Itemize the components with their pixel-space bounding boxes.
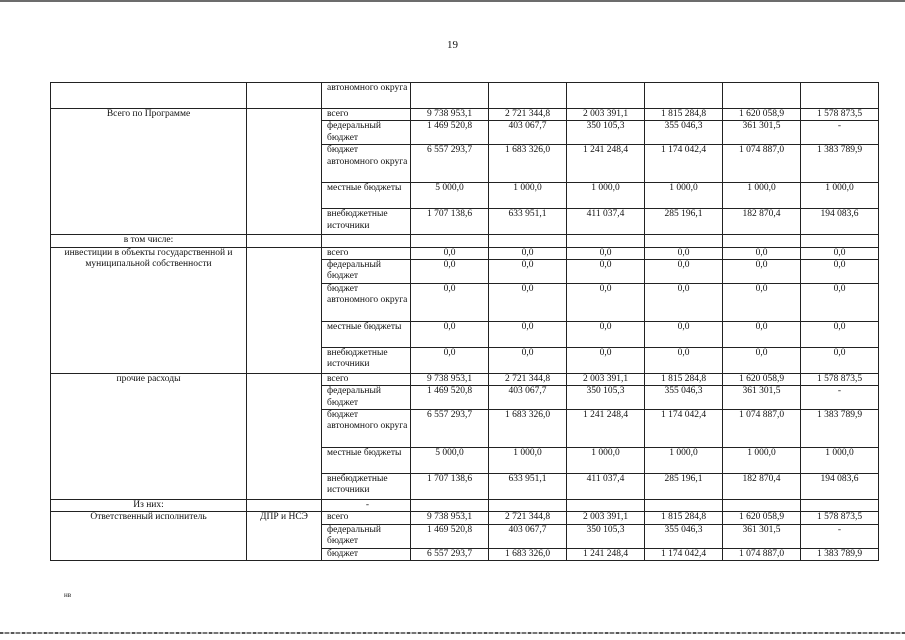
value-cell — [411, 235, 489, 247]
value-cell: 1 707 138,6 — [411, 209, 489, 235]
funding-source-cell: федеральный бюджет — [322, 524, 411, 548]
value-cell: 0,0 — [723, 347, 801, 373]
value-cell: 350 105,3 — [567, 386, 645, 410]
value-cell: 355 046,3 — [645, 386, 723, 410]
table-row — [51, 109, 879, 121]
value-cell: 2 721 344,8 — [489, 109, 567, 121]
value-cell: 0,0 — [489, 260, 567, 284]
value-cell: 1 000,0 — [723, 448, 801, 474]
value-cell: 355 046,3 — [645, 121, 723, 145]
value-cell: 1 683 326,0 — [489, 145, 567, 183]
value-cell: 0,0 — [567, 321, 645, 347]
value-cell: 2 003 391,1 — [567, 512, 645, 524]
funding-source-cell — [322, 235, 411, 247]
executor-cell — [247, 109, 322, 235]
value-cell — [723, 83, 801, 109]
value-cell: 1 469 520,8 — [411, 524, 489, 548]
value-cell: 1 241 248,4 — [567, 548, 645, 560]
funding-source-cell: бюджет — [322, 548, 411, 560]
value-cell: 1 000,0 — [489, 448, 567, 474]
value-cell: 1 174 042,4 — [645, 145, 723, 183]
value-cell — [567, 235, 645, 247]
value-cell: 1 000,0 — [489, 183, 567, 209]
value-cell: 9 738 953,1 — [411, 373, 489, 385]
value-cell: 411 037,4 — [567, 474, 645, 500]
funding-source-cell: бюджет автономного округа — [322, 283, 411, 321]
value-cell: 1 683 326,0 — [489, 548, 567, 560]
value-cell: 0,0 — [489, 321, 567, 347]
value-cell: 361 301,5 — [723, 386, 801, 410]
value-cell — [489, 235, 567, 247]
value-cell: 1 074 887,0 — [723, 410, 801, 448]
value-cell: 0,0 — [567, 247, 645, 259]
value-cell — [645, 235, 723, 247]
value-cell: 0,0 — [801, 283, 879, 321]
value-cell: 1 000,0 — [801, 183, 879, 209]
value-cell — [567, 500, 645, 512]
funding-source-cell: бюджет автономного округа — [322, 410, 411, 448]
funding-source-cell: федеральный бюджет — [322, 121, 411, 145]
table-row — [51, 500, 879, 512]
table-row — [51, 247, 879, 259]
value-cell: 0,0 — [801, 321, 879, 347]
value-cell: 0,0 — [489, 347, 567, 373]
funding-source-cell: местные бюджеты — [322, 321, 411, 347]
table-row — [51, 83, 879, 109]
row-label-of_which: Из них: — [51, 500, 247, 512]
value-cell: 1 469 520,8 — [411, 386, 489, 410]
value-cell: 0,0 — [723, 321, 801, 347]
funding-source-cell: всего — [322, 109, 411, 121]
value-cell — [723, 500, 801, 512]
value-cell: 1 707 138,6 — [411, 474, 489, 500]
value-cell: 0,0 — [801, 260, 879, 284]
value-cell: 0,0 — [411, 260, 489, 284]
funding-source-cell: всего — [322, 247, 411, 259]
value-cell: 6 557 293,7 — [411, 410, 489, 448]
value-cell: 1 620 058,9 — [723, 373, 801, 385]
value-cell: 1 000,0 — [567, 448, 645, 474]
value-cell: 1 683 326,0 — [489, 410, 567, 448]
value-cell — [489, 83, 567, 109]
value-cell: 1 074 887,0 — [723, 548, 801, 560]
value-cell: 6 557 293,7 — [411, 145, 489, 183]
value-cell: 1 174 042,4 — [645, 410, 723, 448]
value-cell: 0,0 — [489, 283, 567, 321]
funding-source-cell: федеральный бюджет — [322, 386, 411, 410]
budget-table — [50, 82, 879, 561]
value-cell: 0,0 — [411, 347, 489, 373]
value-cell — [801, 500, 879, 512]
value-cell — [645, 83, 723, 109]
funding-source-cell: местные бюджеты — [322, 183, 411, 209]
value-cell: 2 721 344,8 — [489, 373, 567, 385]
value-cell: 1 383 789,9 — [801, 145, 879, 183]
value-cell: 1 241 248,4 — [567, 410, 645, 448]
value-cell: 182 870,4 — [723, 474, 801, 500]
value-cell: 1 469 520,8 — [411, 121, 489, 145]
value-cell: 1 000,0 — [567, 183, 645, 209]
value-cell: 0,0 — [723, 260, 801, 284]
value-cell: 0,0 — [411, 283, 489, 321]
value-cell: 0,0 — [645, 321, 723, 347]
value-cell: 403 067,7 — [489, 386, 567, 410]
value-cell: 0,0 — [801, 347, 879, 373]
funding-source-cell: внебюджетные источники — [322, 347, 411, 373]
value-cell: 0,0 — [411, 247, 489, 259]
row-label-cell — [51, 83, 247, 109]
scan-edge-top — [0, 0, 905, 2]
value-cell: 285 196,1 — [645, 474, 723, 500]
value-cell: 403 067,7 — [489, 121, 567, 145]
value-cell — [489, 500, 567, 512]
value-cell: 5 000,0 — [411, 448, 489, 474]
value-cell: 285 196,1 — [645, 209, 723, 235]
table-row — [51, 373, 879, 385]
executor-cell — [247, 235, 322, 247]
value-cell: 1 074 887,0 — [723, 145, 801, 183]
value-cell: 350 105,3 — [567, 524, 645, 548]
funding-source-cell: бюджет автономного округа — [322, 145, 411, 183]
value-cell: 9 738 953,1 — [411, 109, 489, 121]
value-cell: 0,0 — [489, 247, 567, 259]
value-cell: 1 578 873,5 — [801, 109, 879, 121]
executor-cell — [247, 247, 322, 373]
value-cell: 1 815 284,8 — [645, 512, 723, 524]
executor-cell — [247, 373, 322, 499]
value-cell: 0,0 — [567, 283, 645, 321]
value-cell — [567, 83, 645, 109]
value-cell: 1 000,0 — [645, 183, 723, 209]
value-cell: 0,0 — [645, 283, 723, 321]
value-cell — [411, 500, 489, 512]
value-cell: 1 578 873,5 — [801, 512, 879, 524]
scan-edge-bottom — [0, 632, 905, 634]
value-cell: 1 383 789,9 — [801, 410, 879, 448]
footer-mark: нв — [64, 591, 72, 599]
value-cell: 1 620 058,9 — [723, 512, 801, 524]
value-cell: 5 000,0 — [411, 183, 489, 209]
value-cell: 1 815 284,8 — [645, 373, 723, 385]
value-cell: 194 083,6 — [801, 474, 879, 500]
value-cell: 350 105,3 — [567, 121, 645, 145]
funding-source-cell: - — [322, 500, 411, 512]
row-label-including: в том числе: — [51, 235, 247, 247]
value-cell: 0,0 — [723, 247, 801, 259]
value-cell: 0,0 — [801, 247, 879, 259]
executor-cell — [247, 500, 322, 512]
row-label-total: Всего по Программе — [51, 109, 247, 235]
value-cell: 411 037,4 — [567, 209, 645, 235]
value-cell: - — [801, 386, 879, 410]
funding-source-cell: всего — [322, 373, 411, 385]
value-cell — [645, 500, 723, 512]
value-cell: 2 721 344,8 — [489, 512, 567, 524]
value-cell — [801, 83, 879, 109]
value-cell: 1 000,0 — [723, 183, 801, 209]
value-cell: 1 174 042,4 — [645, 548, 723, 560]
value-cell: 1 241 248,4 — [567, 145, 645, 183]
funding-source-cell: всего — [322, 512, 411, 524]
value-cell: - — [801, 524, 879, 548]
value-cell — [723, 235, 801, 247]
value-cell: 0,0 — [567, 347, 645, 373]
value-cell: 2 003 391,1 — [567, 109, 645, 121]
value-cell: 361 301,5 — [723, 121, 801, 145]
page-number: 19 — [447, 39, 458, 51]
funding-source-cell: внебюджетные источники — [322, 474, 411, 500]
value-cell: 1 000,0 — [801, 448, 879, 474]
value-cell: 633 951,1 — [489, 209, 567, 235]
funding-source-cell: внебюджетные источники — [322, 209, 411, 235]
value-cell: 403 067,7 — [489, 524, 567, 548]
value-cell: 1 383 789,9 — [801, 548, 879, 560]
value-cell: 2 003 391,1 — [567, 373, 645, 385]
value-cell: 6 557 293,7 — [411, 548, 489, 560]
value-cell: 1 578 873,5 — [801, 373, 879, 385]
executor-cell — [247, 83, 322, 109]
value-cell: 0,0 — [645, 247, 723, 259]
row-label-other: прочие расходы — [51, 373, 247, 499]
value-cell: 0,0 — [723, 283, 801, 321]
value-cell: 1 000,0 — [645, 448, 723, 474]
funding-source-cell: местные бюджеты — [322, 448, 411, 474]
value-cell: 633 951,1 — [489, 474, 567, 500]
value-cell: 0,0 — [645, 347, 723, 373]
value-cell: 0,0 — [567, 260, 645, 284]
value-cell: 1 620 058,9 — [723, 109, 801, 121]
value-cell: 182 870,4 — [723, 209, 801, 235]
value-cell: 9 738 953,1 — [411, 512, 489, 524]
row-label-investments: инвестиции в объекты государственной и муниципальной собственности — [51, 247, 247, 373]
funding-source-cell: федеральный бюджет — [322, 260, 411, 284]
value-cell: 0,0 — [645, 260, 723, 284]
value-cell — [801, 235, 879, 247]
value-cell: 1 815 284,8 — [645, 109, 723, 121]
row-label-executor: Ответственный исполнитель — [51, 512, 247, 561]
value-cell: 194 083,6 — [801, 209, 879, 235]
value-cell: 355 046,3 — [645, 524, 723, 548]
value-cell: 0,0 — [411, 321, 489, 347]
executor-cell: ДПР и НСЭ — [247, 512, 322, 561]
value-cell — [411, 83, 489, 109]
value-cell: - — [801, 121, 879, 145]
value-cell: 361 301,5 — [723, 524, 801, 548]
table-row — [51, 512, 879, 524]
funding-source-cell: автономного округа — [322, 83, 411, 109]
table-row — [51, 235, 879, 247]
